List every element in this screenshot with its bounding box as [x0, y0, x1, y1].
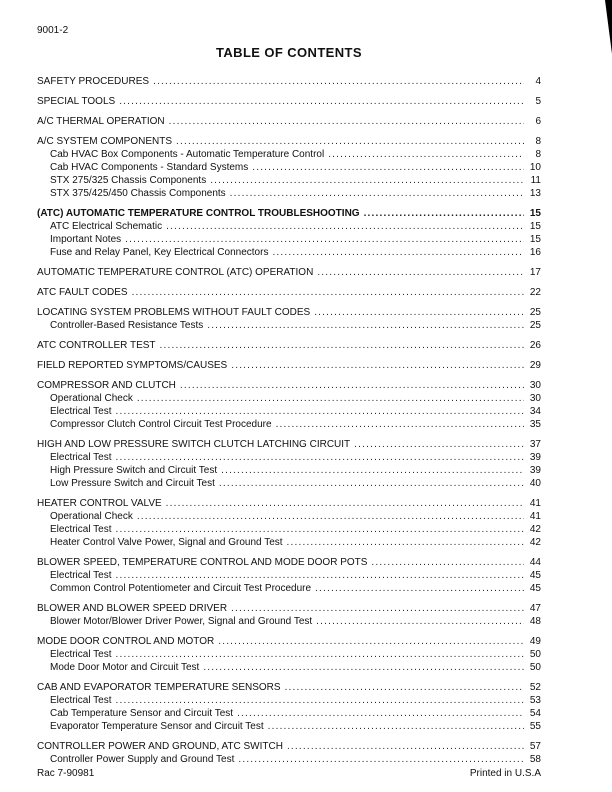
toc-section: [37, 286, 541, 299]
toc-entry: [37, 451, 541, 464]
dot-leader: [230, 187, 524, 200]
toc-entry-page-number: 50: [529, 662, 541, 673]
footer-printed-in: Printed in U.S.A: [469, 768, 541, 779]
toc-entry: [37, 602, 541, 615]
toc-entry: [37, 418, 541, 431]
toc-entry-page-number: 6: [535, 116, 541, 127]
toc-entry-title: MODE DOOR CONTROL AND MOTOR: [37, 636, 215, 647]
toc-entry-title: BLOWER SPEED, TEMPERATURE CONTROL AND MODE DOOR POTS: [37, 557, 368, 568]
dot-leader: [219, 477, 524, 490]
toc-entry: [37, 556, 541, 569]
toc-section: [37, 266, 541, 279]
toc-entry: [37, 135, 541, 148]
toc-entry-page-number: 10: [529, 162, 541, 173]
toc-section: [37, 359, 541, 372]
toc-entry-title: Controller-Based Resistance Tests: [50, 320, 204, 331]
dot-leader: [315, 582, 524, 595]
toc-section: [37, 602, 541, 628]
toc-section: [37, 115, 541, 128]
toc-section: [37, 135, 541, 200]
toc-entry-page-number: 45: [529, 583, 541, 594]
dot-leader: [210, 174, 524, 187]
toc-entry-page-number: 26: [529, 340, 541, 351]
toc-entry-page-number: 29: [529, 360, 541, 371]
toc-entry-title: STX 375/425/450 Chassis Components: [50, 188, 226, 199]
toc-entry-title: LOCATING SYSTEM PROBLEMS WITHOUT FAULT CODES: [37, 307, 311, 318]
toc-entry-title: CONTROLLER POWER AND GROUND, ATC SWITCH: [37, 741, 283, 752]
dot-leader: [180, 379, 524, 392]
dot-leader: [272, 246, 524, 259]
toc-entry: [37, 615, 541, 628]
toc-entry-page-number: 8: [535, 149, 541, 160]
toc-entry-title: CAB AND EVAPORATOR TEMPERATURE SENSORS: [37, 682, 281, 693]
toc-section: [37, 556, 541, 595]
toc-entry: [37, 319, 541, 332]
dot-leader: [287, 740, 524, 753]
toc-entry: [37, 523, 541, 536]
dot-leader: [166, 220, 524, 233]
dot-leader: [116, 451, 524, 464]
toc-entry-page-number: 54: [529, 708, 541, 719]
toc-entry-page-number: 5: [535, 96, 541, 107]
dot-leader: [287, 536, 524, 549]
dot-leader: [317, 266, 524, 279]
scan-artifact-mark: [605, 0, 612, 54]
toc-entry: [37, 115, 541, 128]
dot-leader: [137, 392, 524, 405]
toc-section: [37, 379, 541, 431]
toc-section: [37, 75, 541, 88]
toc-entry-page-number: 15: [529, 221, 541, 232]
toc-entry-page-number: 49: [529, 636, 541, 647]
toc-entry: [37, 582, 541, 595]
toc-entry: [37, 95, 541, 108]
toc-entry-title: ATC Electrical Schematic: [50, 221, 163, 232]
toc-entry-title: AUTOMATIC TEMPERATURE CONTROL (ATC) OPERATION: [37, 267, 314, 278]
toc-entry: [37, 464, 541, 477]
footer-publication-number: Rac 7-90981: [37, 768, 95, 779]
toc-entry-title: Important Notes: [50, 234, 122, 245]
dot-leader: [203, 661, 524, 674]
toc-entry: [37, 720, 541, 733]
toc-entry-page-number: 58: [529, 754, 541, 765]
toc-entry-page-number: 52: [529, 682, 541, 693]
dot-leader: [125, 233, 524, 246]
toc-entry: [37, 661, 541, 674]
toc-entry-title: Cab Temperature Sensor and Circuit Test: [50, 708, 234, 719]
toc-entry: [37, 266, 541, 279]
toc-entry-page-number: 16: [529, 247, 541, 258]
toc-entry-title: HIGH AND LOW PRESSURE SWITCH CLUTCH LATCHING CIRCUIT: [37, 439, 351, 450]
toc-entry-title: A/C THERMAL OPERATION: [37, 116, 165, 127]
dot-leader: [160, 339, 524, 352]
dot-leader: [231, 359, 524, 372]
toc-entry-page-number: 25: [529, 307, 541, 318]
toc-entry-page-number: 30: [529, 380, 541, 391]
toc-entry-page-number: 22: [529, 287, 541, 298]
dot-leader: [371, 556, 524, 569]
toc-entry: [37, 246, 541, 259]
dot-leader: [137, 510, 524, 523]
toc-section: [37, 95, 541, 108]
toc-entry-page-number: 15: [529, 234, 541, 245]
toc-entry-title: ATC CONTROLLER TEST: [37, 340, 156, 351]
toc-entry-title: BLOWER AND BLOWER SPEED DRIVER: [37, 603, 228, 614]
dot-leader: [231, 602, 524, 615]
toc-entry: [37, 359, 541, 372]
toc-entry-title: Controller Power Supply and Ground Test: [50, 754, 235, 765]
dot-leader: [116, 648, 524, 661]
toc-entry: [37, 148, 541, 161]
toc-section: [37, 740, 541, 766]
dot-leader: [328, 148, 524, 161]
page-title: TABLE OF CONTENTS: [216, 45, 362, 60]
toc-entry-title: Low Pressure Switch and Circuit Test: [50, 478, 215, 489]
dot-leader: [166, 497, 524, 510]
toc-entry-page-number: 35: [529, 419, 541, 430]
toc-entry: [37, 339, 541, 352]
toc-entry: [37, 392, 541, 405]
toc-entry-title: (ATC) AUTOMATIC TEMPERATURE CONTROL TROUBLESHOOTING: [37, 208, 360, 219]
toc-entry: [37, 740, 541, 753]
toc-entry: [37, 694, 541, 707]
toc-entry-page-number: 53: [529, 695, 541, 706]
toc-entry-title: Common Control Potentiometer and Circuit Test Procedure: [50, 583, 312, 594]
toc-section: [37, 681, 541, 733]
toc-entry-page-number: 42: [529, 537, 541, 548]
toc-section: [37, 438, 541, 490]
dot-leader: [238, 753, 524, 766]
toc-entry-page-number: 57: [529, 741, 541, 752]
toc-entry: [37, 707, 541, 720]
toc-entry: [37, 536, 541, 549]
dot-leader: [314, 306, 524, 319]
toc-entry: [37, 187, 541, 200]
toc-entry-page-number: 39: [529, 452, 541, 463]
page-footer: [37, 768, 541, 780]
toc-entry-page-number: 42: [529, 524, 541, 535]
document-code: 9001-2: [37, 25, 69, 36]
dot-leader: [364, 207, 524, 220]
toc-entry-title: Blower Motor/Blower Driver Power, Signal and Ground Test: [50, 616, 313, 627]
toc-entry: [37, 438, 541, 451]
toc-entry-page-number: 48: [529, 616, 541, 627]
toc-entry: [37, 510, 541, 523]
dot-leader: [116, 405, 524, 418]
toc-entry-title: SAFETY PROCEDURES: [37, 76, 150, 87]
toc-entry-title: ATC FAULT CODES: [37, 287, 128, 298]
dot-leader: [153, 75, 524, 88]
toc-entry-page-number: 37: [529, 439, 541, 450]
toc-entry-title: Fuse and Relay Panel, Key Electrical Connectors: [50, 247, 269, 258]
toc-entry-title: Cab HVAC Components - Standard Systems: [50, 162, 249, 173]
toc-entry-page-number: 15: [529, 208, 541, 219]
toc-entry-page-number: 44: [529, 557, 541, 568]
toc-entry-title: HEATER CONTROL VALVE: [37, 498, 162, 509]
toc-entry-title: COMPRESSOR AND CLUTCH: [37, 380, 176, 391]
toc-entry-title: Electrical Test: [50, 406, 112, 417]
toc-entry-title: A/C SYSTEM COMPONENTS: [37, 136, 173, 147]
toc-entry-page-number: 25: [529, 320, 541, 331]
toc-entry-title: Electrical Test: [50, 452, 112, 463]
toc-entry: [37, 220, 541, 233]
dot-leader: [285, 681, 524, 694]
toc-entry-page-number: 55: [529, 721, 541, 732]
toc-entry: [37, 477, 541, 490]
toc-entry-title: Operational Check: [50, 511, 133, 522]
toc-entry-page-number: 34: [529, 406, 541, 417]
toc-entry-title: Heater Control Valve Power, Signal and Ground Test: [50, 537, 283, 548]
toc-entry-page-number: 45: [529, 570, 541, 581]
dot-leader: [169, 115, 524, 128]
toc-entry: [37, 635, 541, 648]
toc-entry: [37, 569, 541, 582]
dot-leader: [354, 438, 524, 451]
toc-entry-title: FIELD REPORTED SYMPTOMS/CAUSES: [37, 360, 228, 371]
toc-entry-page-number: 17: [529, 267, 541, 278]
dot-leader: [119, 95, 524, 108]
toc-entry-page-number: 47: [529, 603, 541, 614]
toc-entry: [37, 286, 541, 299]
table-of-contents: [37, 75, 541, 766]
toc-entry-page-number: 39: [529, 465, 541, 476]
toc-entry-title: Electrical Test: [50, 695, 112, 706]
dot-leader: [276, 418, 524, 431]
toc-entry-page-number: 30: [529, 393, 541, 404]
toc-entry: [37, 405, 541, 418]
dot-leader: [176, 135, 524, 148]
toc-entry-title: SPECIAL TOOLS: [37, 96, 116, 107]
toc-entry-page-number: 41: [529, 498, 541, 509]
toc-entry: [37, 497, 541, 510]
toc-entry: [37, 753, 541, 766]
toc-entry-title: Operational Check: [50, 393, 133, 404]
toc-entry: [37, 75, 541, 88]
toc-entry-title: High Pressure Switch and Circuit Test: [50, 465, 218, 476]
toc-entry-page-number: 41: [529, 511, 541, 522]
toc-section: [37, 339, 541, 352]
toc-section: [37, 207, 541, 259]
toc-entry-title: Electrical Test: [50, 524, 112, 535]
toc-entry: [37, 233, 541, 246]
toc-entry-page-number: 40: [529, 478, 541, 489]
toc-entry: [37, 207, 541, 220]
toc-entry-title: Electrical Test: [50, 649, 112, 660]
dot-leader: [132, 286, 524, 299]
dot-leader: [237, 707, 524, 720]
toc-entry-page-number: 50: [529, 649, 541, 660]
dot-leader: [116, 694, 524, 707]
dot-leader: [221, 464, 524, 477]
toc-section: [37, 635, 541, 674]
toc-entry-page-number: 11: [530, 175, 541, 186]
toc-entry: [37, 379, 541, 392]
toc-section: [37, 306, 541, 332]
toc-entry: [37, 681, 541, 694]
dot-leader: [218, 635, 524, 648]
dot-leader: [268, 720, 524, 733]
toc-entry-title: Cab HVAC Box Components - Automatic Temperature Control: [50, 149, 325, 160]
dot-leader: [207, 319, 524, 332]
toc-entry: [37, 648, 541, 661]
dot-leader: [116, 569, 524, 582]
toc-section: [37, 497, 541, 549]
dot-leader: [252, 161, 524, 174]
dot-leader: [316, 615, 524, 628]
toc-entry-title: Mode Door Motor and Circuit Test: [50, 662, 200, 673]
toc-entry: [37, 306, 541, 319]
toc-entry-title: Electrical Test: [50, 570, 112, 581]
toc-entry-page-number: 13: [529, 188, 541, 199]
toc-entry-title: STX 275/325 Chassis Components: [50, 175, 207, 186]
toc-entry-page-number: 8: [535, 136, 541, 147]
toc-entry-title: Compressor Clutch Control Circuit Test Procedure: [50, 419, 272, 430]
toc-entry: [37, 161, 541, 174]
dot-leader: [116, 523, 524, 536]
toc-entry-title: Evaporator Temperature Sensor and Circuit Test: [50, 721, 264, 732]
toc-entry-page-number: 4: [535, 76, 541, 87]
toc-entry: [37, 174, 541, 187]
